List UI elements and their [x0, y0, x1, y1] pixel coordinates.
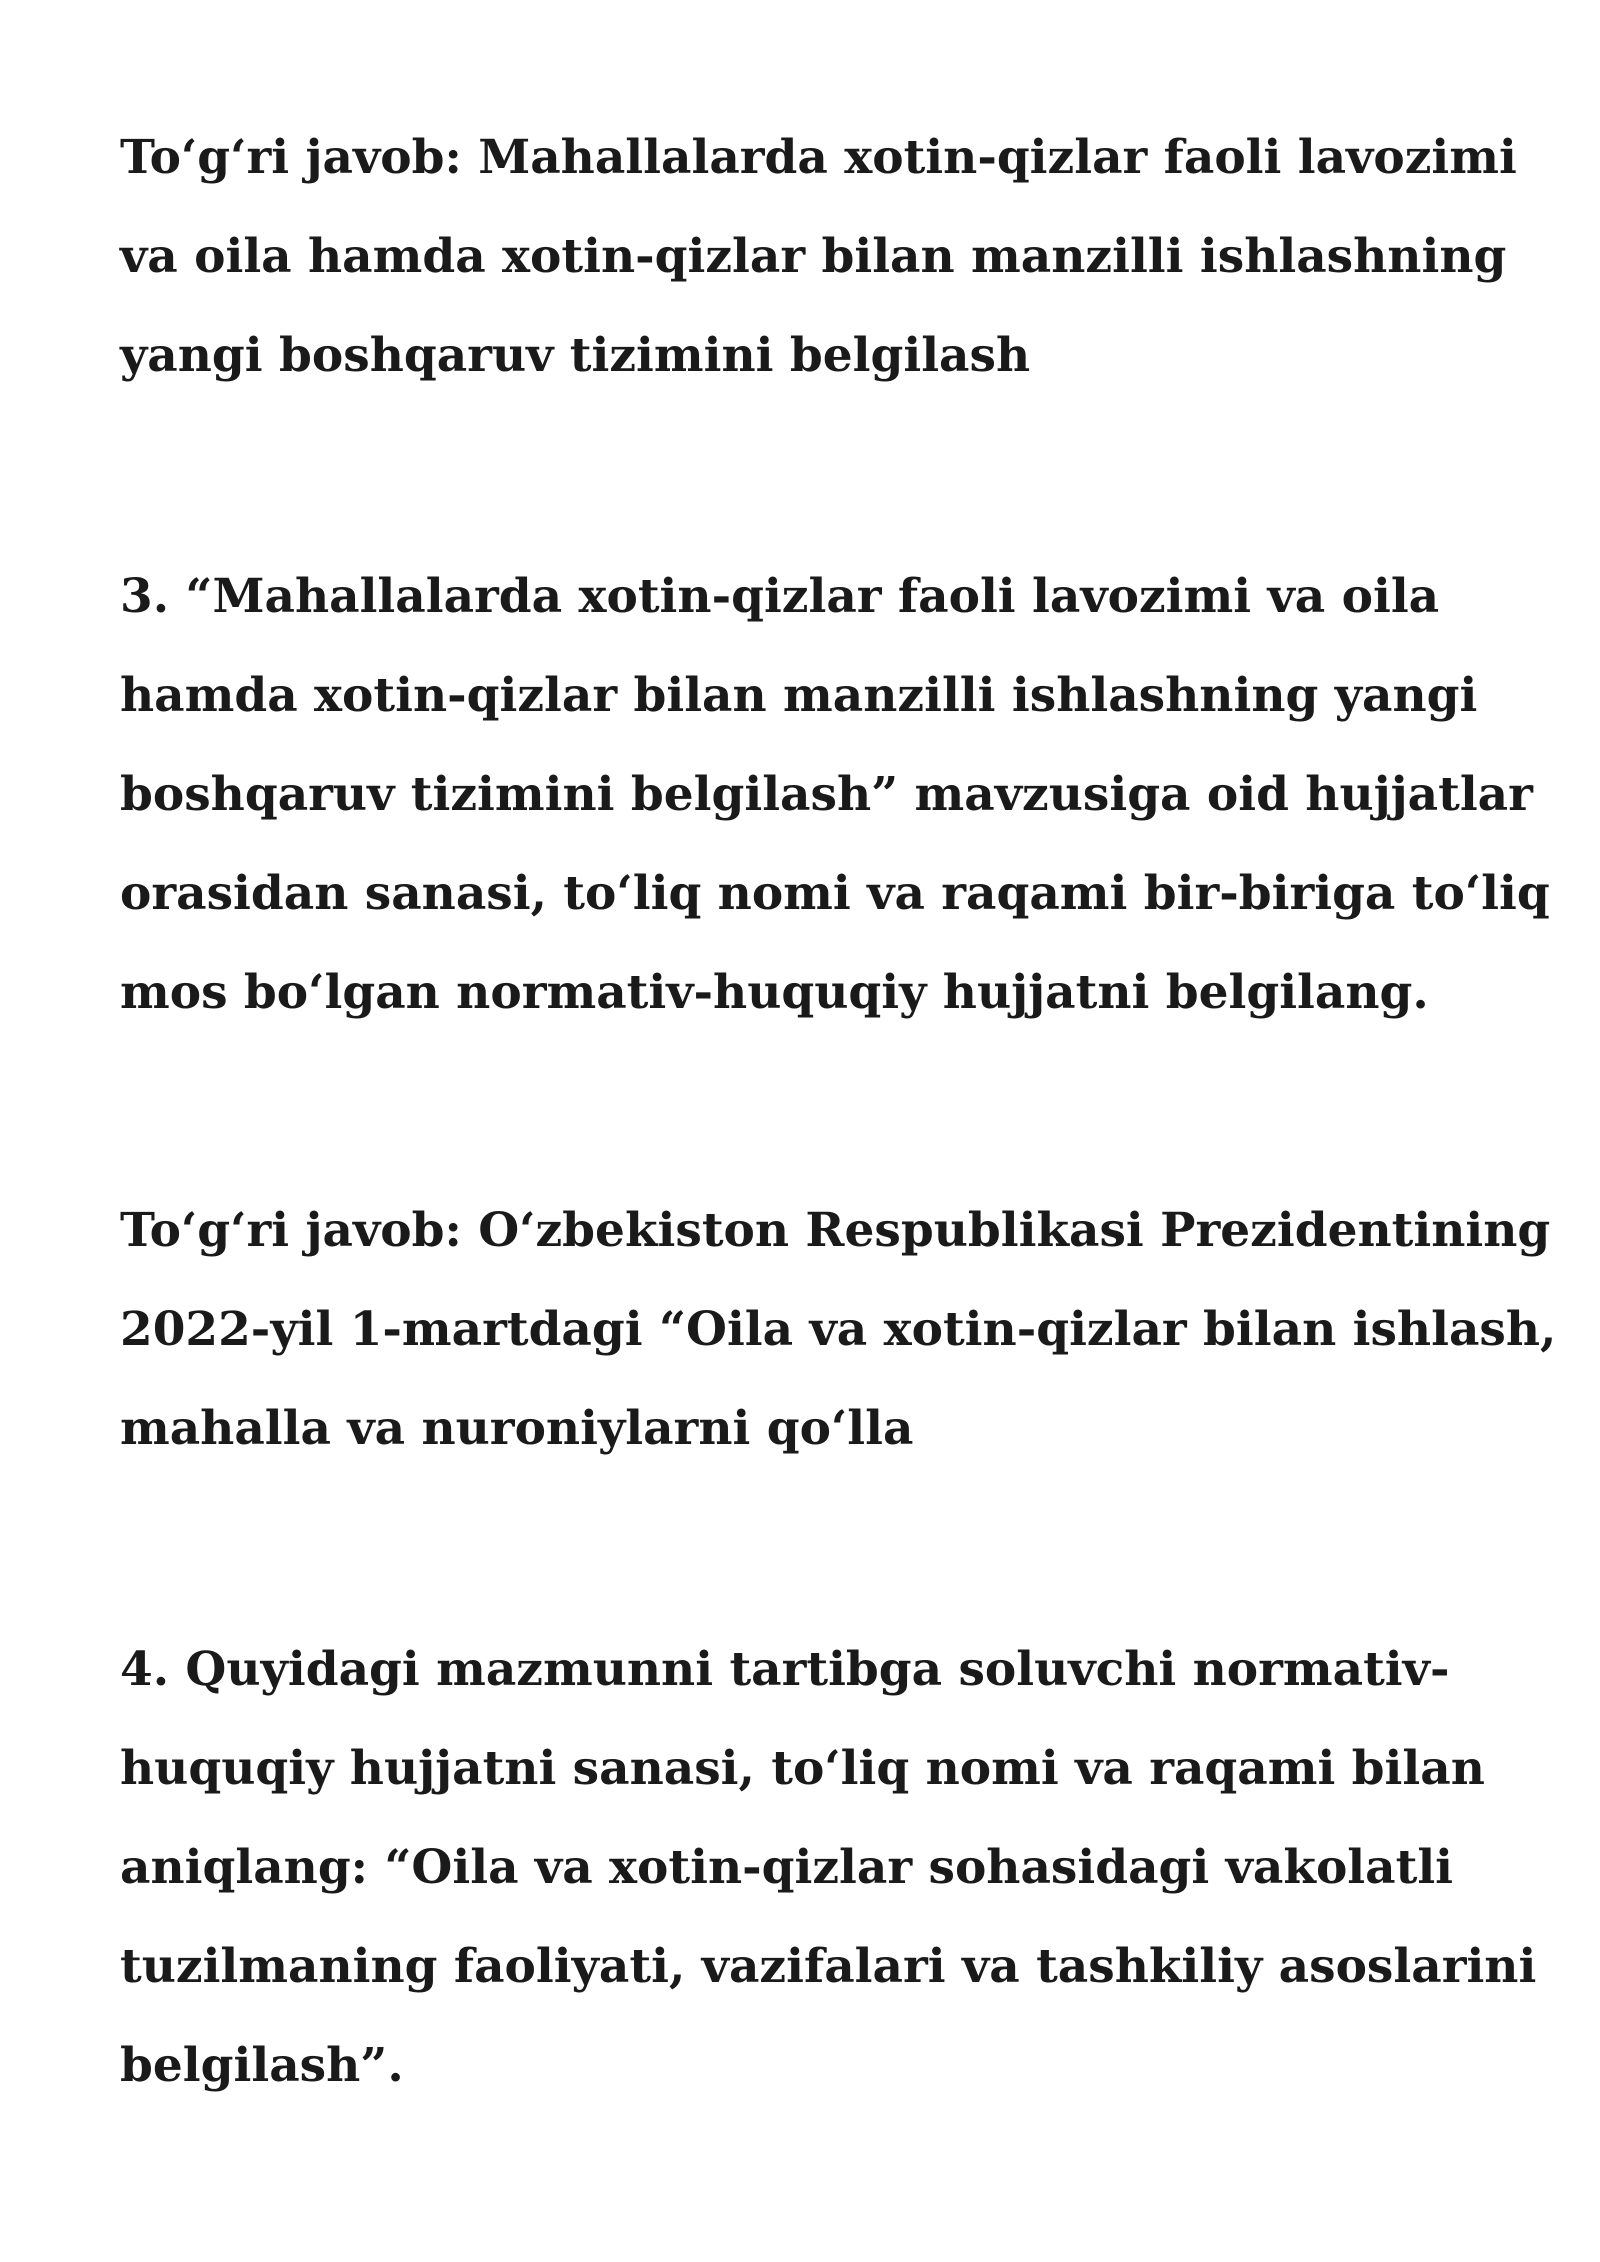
text-line: tuzilmaning faoliyati, vazifalari va tashkiliy asoslarini [120, 1939, 1537, 1994]
question-paragraph-3 [120, 547, 1550, 1042]
text-line: va oila hamda xotin-qizlar bilan manzilli ishlashning [120, 229, 1507, 284]
text-line: mos bo‘lgan normativ-huquqiy hujjatni belgilang. [120, 965, 1429, 1020]
text-line: orasidan sanasi, to‘liq nomi va raqami bir-biriga to‘liq [120, 866, 1550, 921]
text-line: huquqiy hujjatni sanasi, to‘liq nomi va raqami bilan [120, 1741, 1485, 1796]
text-line: aniqlang: “Oila va xotin-qizlar sohasidagi vakolatli [120, 1840, 1454, 1895]
text-line: 2022-yil 1-martdagi “Oila va xotin-qizlar bilan ishlash, [120, 1302, 1557, 1357]
text-line: yangi boshqaruv tizimini belgilash [120, 328, 1031, 383]
answer-paragraph-3 [120, 1181, 1557, 1478]
text-line: To‘g‘ri javob: O‘zbekiston Respublikasi Prezidentining [120, 1203, 1551, 1258]
text-line: To‘g‘ri javob: Mahallalarda xotin-qizlar faoli lavozimi [120, 130, 1517, 185]
text-line: boshqaruv tizimini belgilash” mavzusiga oid hujjatlar [120, 767, 1533, 822]
text-line: 4. Quyidagi mazmunni tartibga soluvchi normativ- [120, 1642, 1450, 1697]
text-line: mahalla va nuroniylarni qo‘lla [120, 1401, 914, 1456]
question-paragraph-4 [120, 1620, 1537, 2115]
text-line: belgilash”. [120, 2038, 404, 2093]
answer-paragraph-1 [120, 108, 1517, 405]
text-line: hamda xotin-qizlar bilan manzilli ishlashning yangi [120, 668, 1478, 723]
text-line: 3. “Mahallalarda xotin-qizlar faoli lavozimi va oila [120, 569, 1440, 624]
